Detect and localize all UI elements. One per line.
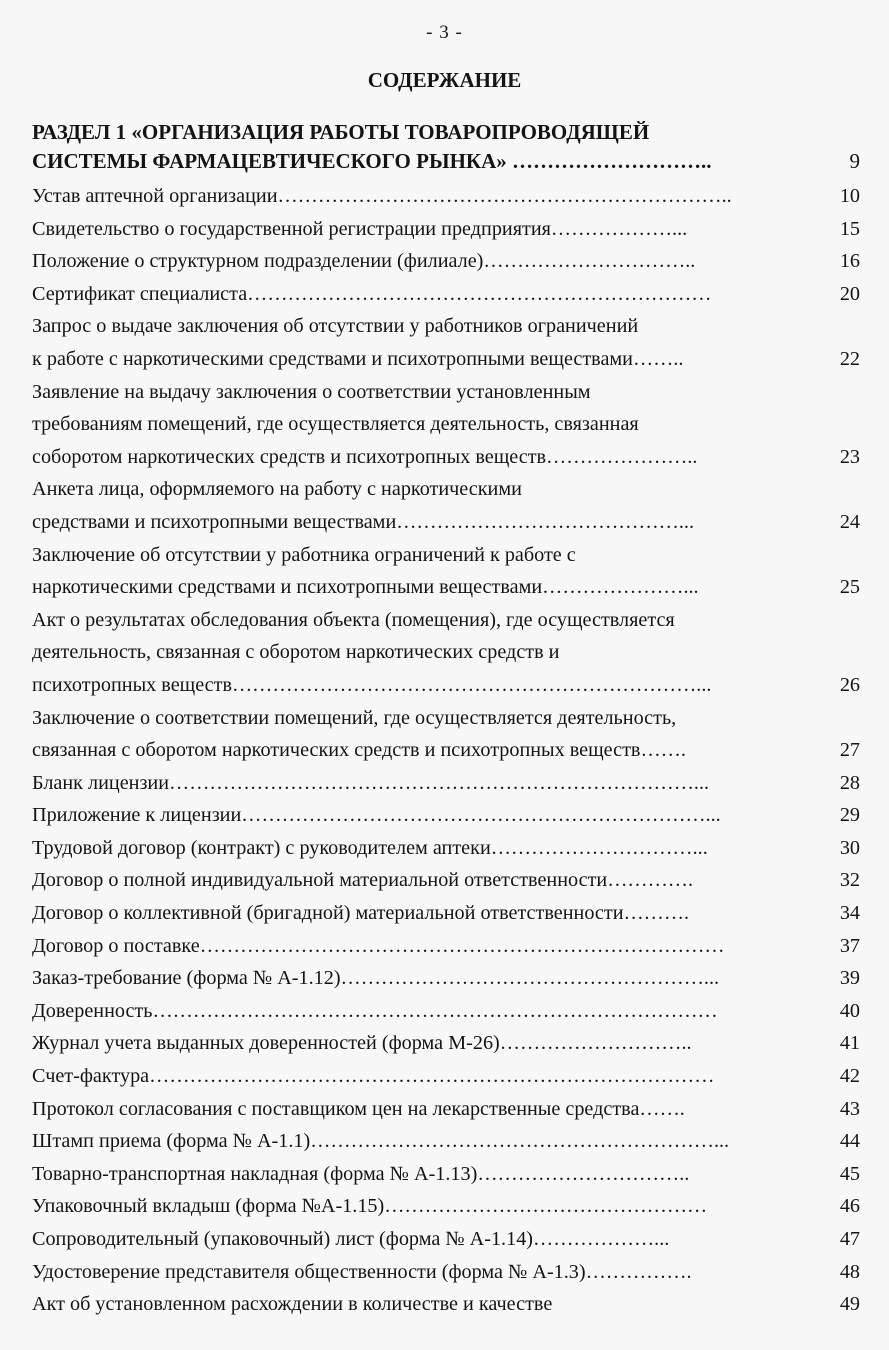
toc-entry-page-number: 40 (839, 999, 860, 1022)
toc-entry-page-number: 37 (839, 934, 860, 957)
toc-entry-line: Доверенность………………………………………………………………………… (32, 999, 718, 1022)
toc-entry-title (32, 799, 820, 832)
toc-entry-line: Бланк лицензии……………………………………………………………………... (32, 771, 710, 794)
toc-entry-title (32, 1158, 820, 1191)
toc-entry-line: Сертификат специалиста…………………………………………………………… (32, 282, 712, 305)
toc-entry-line: Заключение об отсутствии у работника ограничений к работе с (32, 543, 576, 566)
toc-entry-line: Товарно-транспортная накладная (форма № А-1.13)………………………….. (32, 1162, 690, 1185)
toc-entry[interactable] (32, 1256, 860, 1289)
toc-entry-page-number: 39 (839, 967, 860, 990)
toc-entry-title (32, 702, 820, 767)
toc-entry-page-number: 30 (839, 836, 860, 859)
toc-entry-line: Удостоверение представителя общественности (форма № А-1.3)……………. (32, 1260, 692, 1283)
toc-entry[interactable] (32, 376, 860, 474)
toc-entry-page-number: 48 (839, 1260, 860, 1283)
toc-entry-title (32, 1223, 820, 1256)
toc-entry[interactable] (32, 245, 860, 278)
toc-entry-line: Заявление на выдачу заключения о соответствии установленным (32, 380, 591, 403)
toc-entry-title (32, 995, 820, 1028)
toc-entry-page-number: 15 (839, 217, 860, 240)
toc-entry[interactable] (32, 897, 860, 930)
toc-entry[interactable] (32, 799, 860, 832)
toc-entry-title (32, 1027, 820, 1060)
section-heading-row (32, 147, 860, 176)
toc-entry-title (32, 1060, 820, 1093)
toc-entry-line: Приложение к лицензии……………………………………………………………... (32, 804, 721, 827)
toc-entry[interactable] (32, 1125, 860, 1158)
toc-entry-page-number: 10 (839, 185, 860, 207)
toc-entry-line: требованиям помещений, где осуществляется деятельность, связанная (32, 413, 639, 436)
toc-entry-page-number: 25 (839, 576, 860, 599)
toc-entry-line: Договор о полной индивидуальной материальной ответственности…………. (32, 869, 693, 892)
toc-entry-line: Анкета лица, оформляемого на работу с наркотическими (32, 478, 522, 501)
toc-entry[interactable] (32, 1288, 860, 1321)
toc-entry[interactable] (32, 473, 860, 538)
toc-entry[interactable] (32, 180, 860, 213)
toc-entry-title (32, 245, 820, 278)
toc-entry-page-number: 28 (839, 771, 860, 794)
toc-entry-line: Договор о коллективной (бригадной) материальной ответственности………. (32, 902, 690, 925)
toc-entry[interactable] (32, 604, 860, 702)
toc-entry-line: Журнал учета выданных доверенностей (форма М-26)……………………….. (32, 1032, 692, 1055)
toc-entry[interactable] (32, 278, 860, 311)
toc-entry[interactable] (32, 962, 860, 995)
toc-entry-line: Заказ-требование (форма № А-1.12)………………………………………………... (32, 967, 720, 990)
section-heading-line: РАЗДЕЛ 1 «ОРГАНИЗАЦИЯ РАБОТЫ ТОВАРОПРОВОДЯЩЕЙ (32, 120, 650, 144)
toc-entry-title (32, 1093, 820, 1126)
toc-entry-title (32, 310, 820, 375)
toc-entry-line: Свидетельство о государственной регистрации предприятия………………... (32, 217, 688, 240)
toc-entry-line: Упаковочный вкладыш (форма №А-1.15)………………………………………… (32, 1195, 708, 1218)
toc-entry-title (32, 1288, 820, 1321)
toc-entry[interactable] (32, 310, 860, 375)
toc-entry[interactable] (32, 213, 860, 246)
toc-entry-page-number: 27 (839, 739, 860, 762)
toc-entry[interactable] (32, 930, 860, 963)
toc-entry-title (32, 1256, 820, 1289)
toc-entry-title (32, 897, 820, 930)
toc-entry-line: Штамп приема (форма № А-1.1)……………………………………………………... (32, 1130, 730, 1153)
toc-entry-line: наркотическими средствами и психотропными веществами…………………... (32, 576, 699, 599)
toc-entry-line: соборотом наркотических средств и психотропных веществ………………….. (32, 445, 698, 468)
toc-entry[interactable] (32, 539, 860, 604)
toc-entry-title (32, 1125, 820, 1158)
toc-entry-title (32, 604, 820, 702)
toc-entry-page-number: 41 (839, 1032, 860, 1055)
toc-entry-page-number: 46 (839, 1195, 860, 1218)
toc-entry-line: к работе с наркотическими средствами и психотропными веществами…….. (32, 347, 684, 370)
toc-entry[interactable] (32, 995, 860, 1028)
toc-entry-title (32, 213, 820, 246)
toc-entry-page-number: 16 (839, 250, 860, 273)
toc-entry[interactable] (32, 767, 860, 800)
toc-entry-page-number: 20 (839, 282, 860, 305)
toc-entry-line: Акт об установленном расхождении в количестве и качестве (32, 1293, 553, 1316)
toc-entry-title (32, 473, 820, 538)
toc-entry[interactable] (32, 1223, 860, 1256)
toc-entry-title (32, 930, 820, 963)
toc-entry[interactable] (32, 1027, 860, 1060)
section-page-number: 9 (849, 149, 860, 173)
section-heading-line: СИСТЕМЫ ФАРМАЦЕВТИЧЕСКОГО РЫНКА» ……………………….. (32, 149, 712, 173)
toc-entry-line: Протокол согласования с поставщиком цен на лекарственные средства……. (32, 1097, 685, 1120)
toc-entries (32, 180, 860, 1321)
toc-entry-page-number: 22 (839, 347, 860, 370)
toc-entry[interactable] (32, 1060, 860, 1093)
toc-title: СОДЕРЖАНИЕ (367, 68, 522, 92)
table-of-contents (32, 118, 860, 1321)
section-heading (32, 118, 860, 176)
toc-entry-page-number: 42 (839, 1065, 860, 1088)
toc-entry-page-number: 45 (839, 1162, 860, 1185)
toc-entry-line: Сопроводительный (упаковочный) лист (форма № А-1.14)………………... (32, 1228, 670, 1250)
toc-entry-title (32, 832, 820, 865)
toc-entry-page-number: 43 (839, 1097, 860, 1120)
toc-entry-title (32, 278, 820, 311)
toc-entry-line: деятельность, связанная с оборотом наркотических средств и (32, 641, 560, 664)
toc-entry-title (32, 180, 820, 213)
toc-entry-line: психотропных веществ……………………………………………………………... (32, 673, 712, 696)
toc-entry-page-number: 24 (839, 510, 860, 533)
toc-entry-line: средствами и психотропными веществами……………………………………... (32, 510, 695, 533)
toc-entry-page-number: 47 (839, 1228, 860, 1250)
toc-entry-line: Договор о поставке…………………………………………………………………… (32, 934, 725, 957)
page-number: - 3 - (426, 22, 463, 43)
toc-entry[interactable] (32, 1093, 860, 1126)
toc-entry-title (32, 962, 820, 995)
toc-entry-title (32, 864, 820, 897)
toc-entry-page-number: 32 (839, 869, 860, 892)
toc-entry-page-number: 34 (839, 902, 860, 925)
toc-entry[interactable] (32, 832, 860, 865)
toc-entry-page-number: 44 (839, 1130, 860, 1153)
toc-entry-title (32, 767, 820, 800)
toc-entry[interactable] (32, 864, 860, 897)
toc-entry-page-number: 23 (839, 445, 860, 468)
toc-entry-line: Акт о результатах обследования объекта (помещения), где осуществляется (32, 608, 675, 631)
toc-entry-title (32, 539, 820, 604)
toc-entry-page-number: 26 (839, 673, 860, 696)
toc-entry-line: Трудовой договор (контракт) с руководителем аптеки…………………………... (32, 836, 708, 859)
toc-entry-page-number: 29 (839, 804, 860, 827)
toc-entry-page-number: 49 (839, 1293, 860, 1316)
toc-entry[interactable] (32, 1158, 860, 1191)
toc-entry[interactable] (32, 702, 860, 767)
toc-entry[interactable] (32, 1190, 860, 1223)
toc-entry-title (32, 376, 820, 474)
toc-entry-line: связанная с оборотом наркотических средств и психотропных веществ……. (32, 739, 686, 762)
toc-entry-line: Устав аптечной организации………………………………………………………….. (32, 185, 732, 207)
toc-entry-title (32, 1190, 820, 1223)
toc-entry-line: Заключение о соответствии помещений, где осуществляется деятельность, (32, 706, 677, 729)
toc-entry-line: Счет-фактура………………………………………………………………………… (32, 1065, 715, 1088)
toc-entry-line: Положение о структурном подразделении (филиале)………………………….. (32, 250, 696, 273)
toc-entry-line: Запрос о выдаче заключения об отсутствии у работников ограничений (32, 315, 639, 338)
